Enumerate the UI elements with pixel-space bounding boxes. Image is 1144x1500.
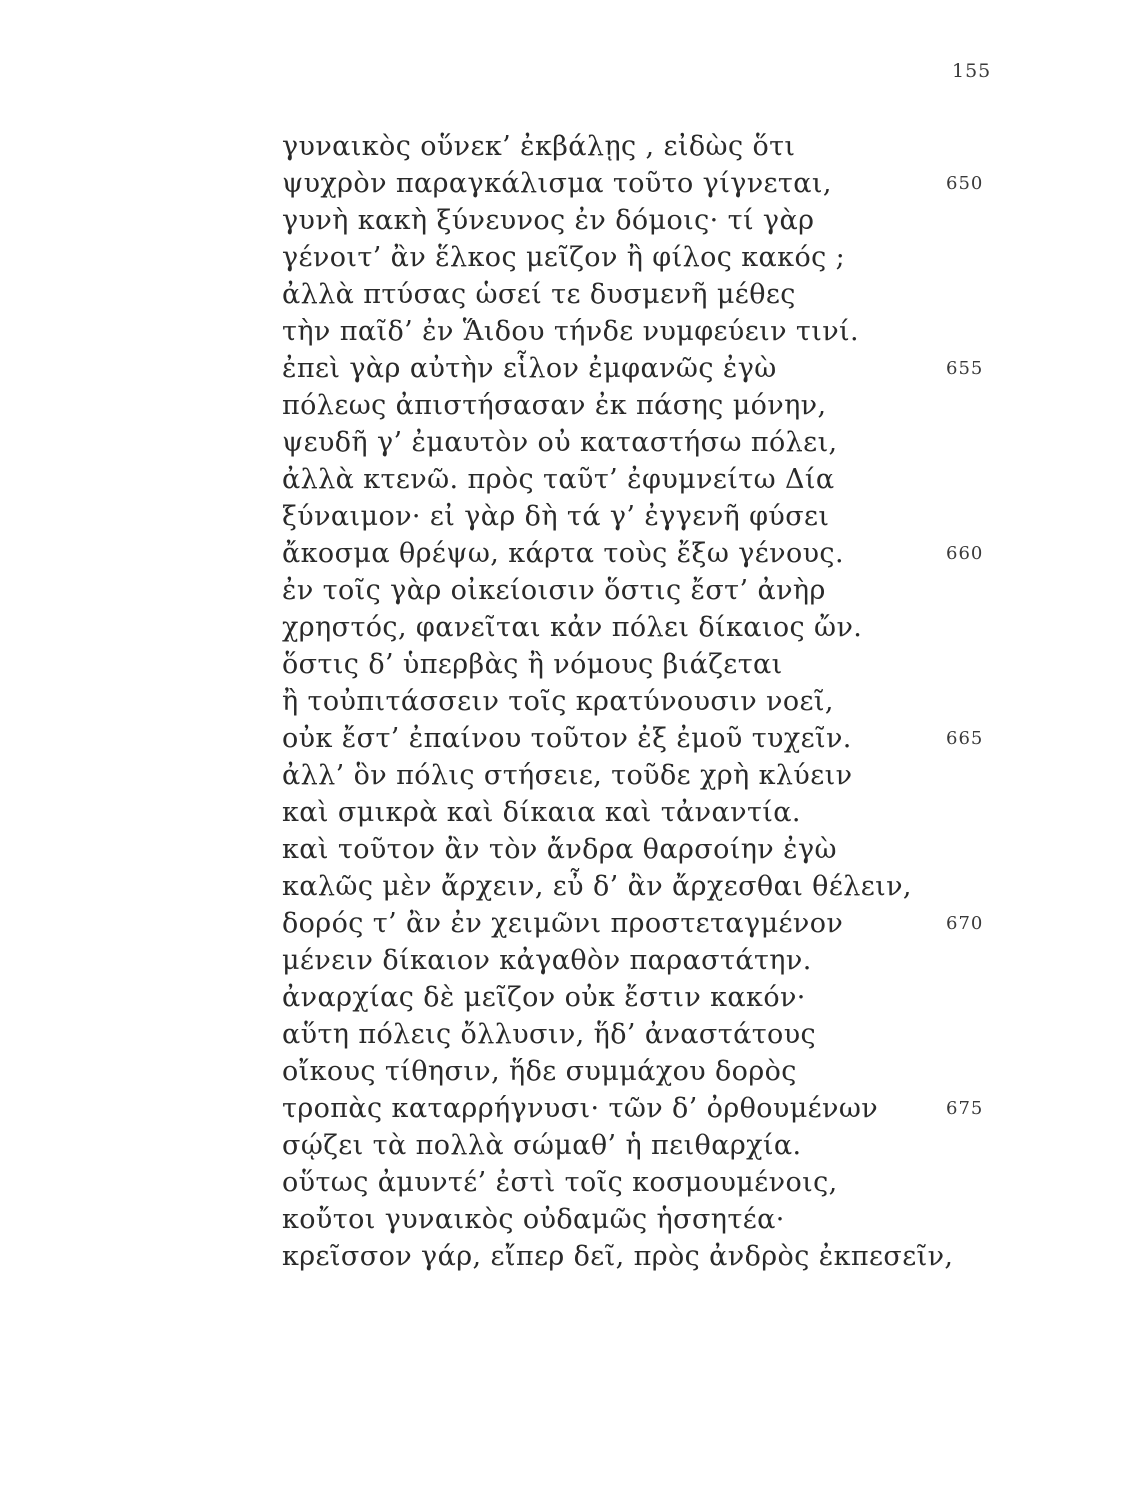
verse-line bbox=[282, 313, 1102, 350]
verse-line bbox=[282, 646, 1102, 683]
verse-text: ὅστις δ’ ὑπερβὰς ἢ νόμους βιάζεται bbox=[282, 649, 783, 680]
verse-text: κρεῖσσον γάρ, εἴπερ δεῖ, πρὸς ἀνδρὸς ἐκπεσεῖν, bbox=[282, 1241, 954, 1272]
verse-text: ψυχρὸν παραγκάλισμα τοῦτο γίγνεται, bbox=[282, 168, 832, 199]
verse-line bbox=[282, 757, 1102, 794]
verse-text: χρηστός, φανεῖται κἀν πόλει δίκαιος ὤν. bbox=[282, 612, 863, 643]
verse-line bbox=[282, 1127, 1102, 1164]
verse-line bbox=[282, 1053, 1102, 1090]
verse-line bbox=[282, 1201, 1102, 1238]
verse-text: ἐν τοῖς γὰρ οἰκείοισιν ὅστις ἔστ’ ἀνὴρ bbox=[282, 575, 826, 606]
line-number: 675 bbox=[946, 1098, 984, 1119]
verse-text: τὴν παῖδ’ ἐν Ἅιδου τήνδε νυμφεύειν τινί. bbox=[282, 316, 859, 347]
verse-text: ἀλλ’ ὃν πόλις στήσειε, τοῦδε χρὴ κλύειν bbox=[282, 760, 853, 791]
verse-text: αὕτη πόλεις ὄλλυσιν, ἥδ’ ἀναστάτους bbox=[282, 1019, 817, 1050]
line-number: 660 bbox=[946, 543, 984, 564]
verse-line bbox=[282, 905, 1102, 942]
verse-line bbox=[282, 165, 1102, 202]
verse-text: οὕτως ἀμυντέ’ ἐστὶ τοῖς κοσμουμένοις, bbox=[282, 1167, 838, 1198]
verse-text: μένειν δίκαιον κἀγαθὸν παραστάτην. bbox=[282, 945, 812, 976]
verse-line bbox=[282, 609, 1102, 646]
verse-line bbox=[282, 498, 1102, 535]
verse-text: ψευδῆ γ’ ἐμαυτὸν οὐ καταστήσω πόλει, bbox=[282, 427, 838, 458]
verse-line bbox=[282, 239, 1102, 276]
verse-text: πόλεως ἀπιστήσασαν ἐκ πάσης μόνην, bbox=[282, 390, 827, 421]
verse-text: σῴζει τὰ πολλὰ σώμαθ’ ἡ πειθαρχία. bbox=[282, 1130, 802, 1161]
verse-text: δορός τ’ ἂν ἐν χειμῶνι προστεταγμένον bbox=[282, 908, 844, 939]
line-number: 665 bbox=[946, 728, 984, 749]
verse-text: ξύναιμον· εἰ γὰρ δὴ τά γ’ ἐγγενῆ φύσει bbox=[282, 501, 830, 532]
verse-line bbox=[282, 794, 1102, 831]
verse-line bbox=[282, 535, 1102, 572]
verse-text: τροπὰς καταρρήγνυσι· τῶν δ’ ὀρθουμένων bbox=[282, 1093, 879, 1124]
verse-line bbox=[282, 683, 1102, 720]
verse-text: καλῶς μὲν ἄρχειν, εὖ δ’ ἂν ἄρχεσθαι θέλειν, bbox=[282, 871, 912, 902]
verse-line bbox=[282, 461, 1102, 498]
verse-line bbox=[282, 424, 1102, 461]
verse-line bbox=[282, 128, 1102, 165]
line-number: 655 bbox=[946, 358, 984, 379]
line-number: 670 bbox=[946, 913, 984, 934]
verse-line bbox=[282, 831, 1102, 868]
verse-text: ἀλλὰ κτενῶ. πρὸς ταῦτ’ ἐφυμνείτω Δία bbox=[282, 464, 835, 495]
verse-line bbox=[282, 1090, 1102, 1127]
verse-text: ἀλλὰ πτύσας ὡσεί τε δυσμενῆ μέθες bbox=[282, 279, 796, 310]
verse-line bbox=[282, 979, 1102, 1016]
verse-block bbox=[282, 128, 1102, 1275]
verse-text: ἢ τοὐπιτάσσειν τοῖς κρατύνουσιν νοεῖ, bbox=[282, 686, 834, 717]
verse-line bbox=[282, 1164, 1102, 1201]
verse-text: καὶ τοῦτον ἂν τὸν ἄνδρα θαρσοίην ἐγὼ bbox=[282, 834, 837, 865]
verse-text: γένοιτ’ ἂν ἕλκος μεῖζον ἢ φίλος κακός ; bbox=[282, 242, 846, 273]
verse-line bbox=[282, 276, 1102, 313]
verse-text: ἀναρχίας δὲ μεῖζον οὐκ ἔστιν κακόν· bbox=[282, 982, 806, 1013]
verse-line bbox=[282, 1238, 1102, 1275]
verse-text: γυνὴ κακὴ ξύνευνος ἐν δόμοις· τί γὰρ bbox=[282, 205, 815, 236]
verse-line bbox=[282, 202, 1102, 239]
verse-text: οὐκ ἔστ’ ἐπαίνου τοῦτον ἐξ ἐμοῦ τυχεῖν. bbox=[282, 723, 852, 754]
verse-line bbox=[282, 868, 1102, 905]
verse-text: γυναικὸς οὕνεκ’ ἐκβάλῃς , εἰδὼς ὅτι bbox=[282, 131, 796, 162]
verse-text: ἐπεὶ γὰρ αὐτὴν εἷλον ἐμφανῶς ἐγὼ bbox=[282, 353, 777, 384]
verse-line bbox=[282, 1016, 1102, 1053]
verse-line bbox=[282, 942, 1102, 979]
verse-text: οἴκους τίθησιν, ἥδε συμμάχου δορὸς bbox=[282, 1056, 797, 1087]
verse-line bbox=[282, 350, 1102, 387]
verse-line bbox=[282, 572, 1102, 609]
verse-text: κοὔτοι γυναικὸς οὐδαμῶς ἡσσητέα· bbox=[282, 1204, 785, 1235]
verse-line bbox=[282, 387, 1102, 424]
verse-text: ἄκοσμα θρέψω, κάρτα τοὺς ἔξω γένους. bbox=[282, 538, 844, 569]
verse-text: καὶ σμικρὰ καὶ δίκαια καὶ τἀναντία. bbox=[282, 797, 801, 828]
line-number: 650 bbox=[946, 173, 984, 194]
verse-line bbox=[282, 720, 1102, 757]
page-number: 155 bbox=[952, 60, 992, 82]
